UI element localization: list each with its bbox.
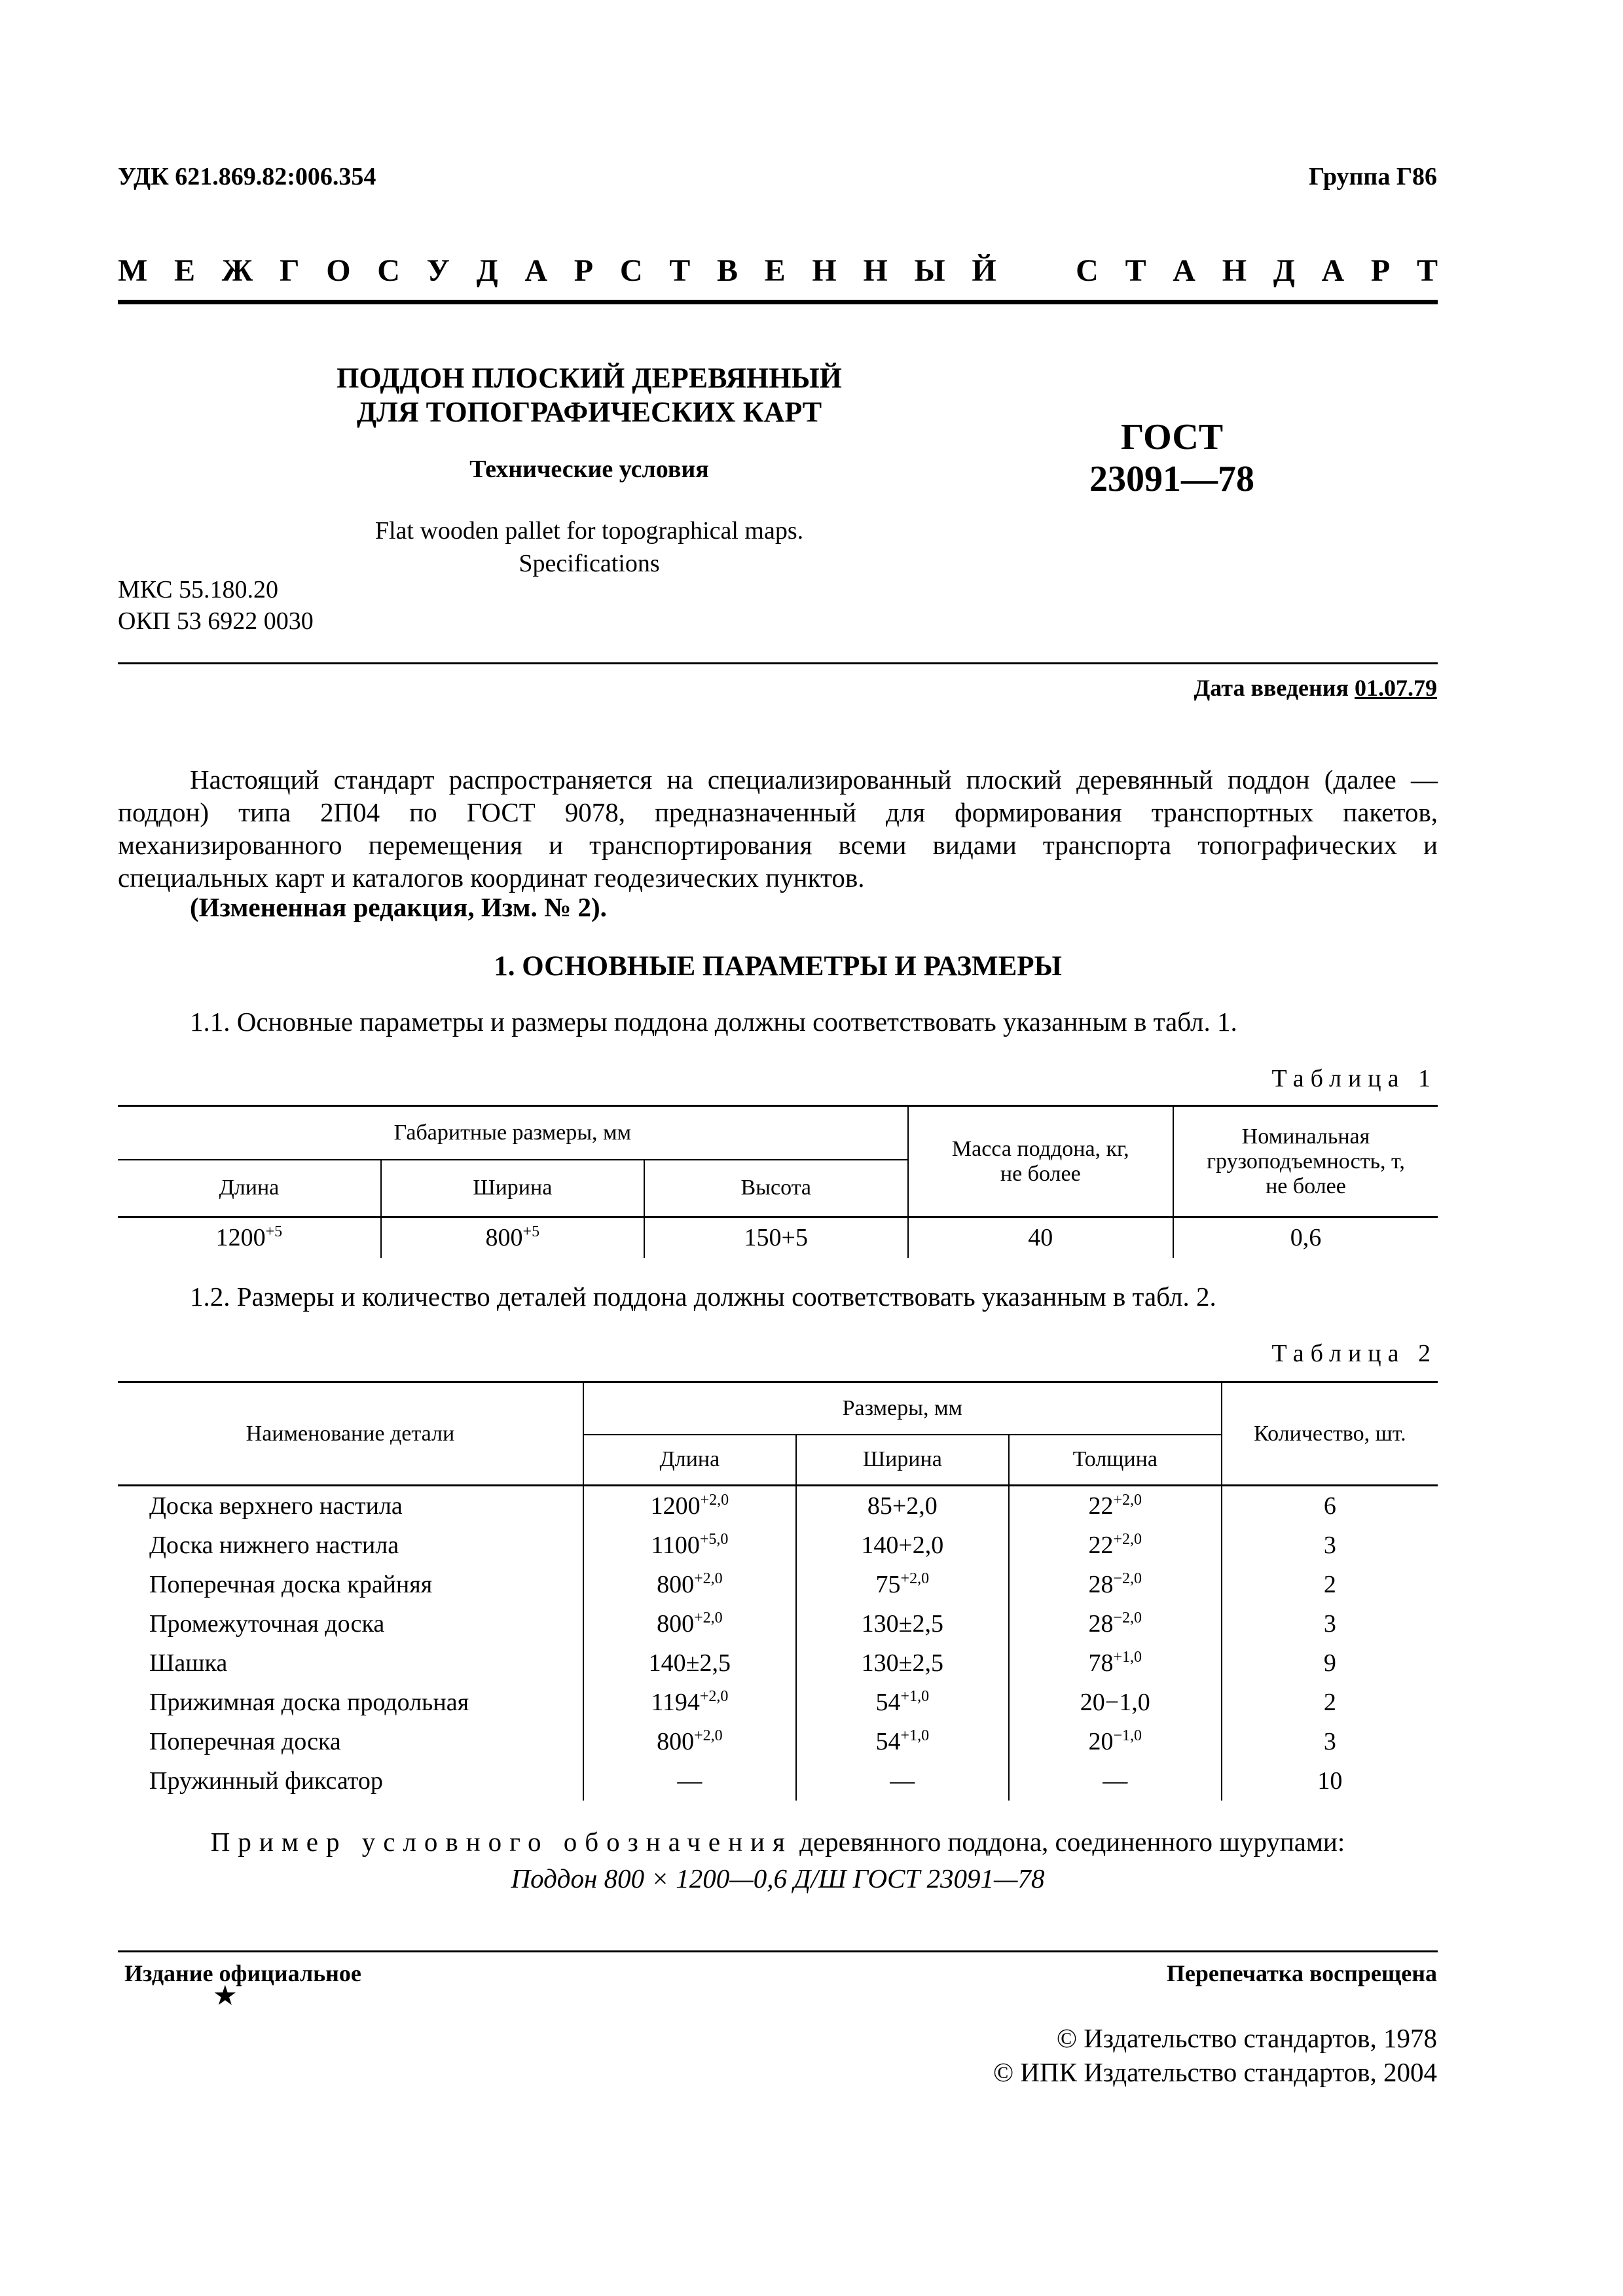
intro-paragraph	[118, 763, 1438, 894]
t2-length: 140±2,5	[583, 1643, 796, 1683]
t2-length: $1200^{+2,0}$	[583, 1486, 796, 1526]
t2-quantity: 3	[1222, 1526, 1438, 1565]
t2-part-name: Прижимная доска продольная	[118, 1683, 583, 1722]
banner-letter: О	[326, 253, 351, 288]
t1-header-length: Длина	[118, 1160, 381, 1217]
t1-width: $800^{+5}$	[381, 1217, 644, 1258]
interstate-standard-banner	[118, 253, 1438, 289]
banner-letter: Т	[1125, 253, 1146, 288]
t2-thickness: $22^{+2,0}$	[1009, 1486, 1222, 1526]
t1-header-mass: Масса поддона, кг, не более	[908, 1106, 1173, 1217]
t2-header-length: Длина	[583, 1435, 796, 1486]
t2-thickness: $22^{+2,0}$	[1009, 1526, 1222, 1565]
banner-letter: Е	[174, 253, 196, 288]
banner-letter: Т	[669, 253, 691, 288]
table-row	[118, 1643, 1438, 1683]
date-value: 01.07.79	[1355, 675, 1437, 701]
classification-codes	[118, 574, 314, 637]
example-label: Пример условного обозначения	[210, 1827, 793, 1857]
t2-length: $800^{+2,0}$	[583, 1565, 796, 1604]
copyright-1978: © Издательство стандартов, 1978	[1056, 2023, 1437, 2053]
t2-length: —	[583, 1761, 796, 1801]
banner-letter: А	[1321, 253, 1345, 288]
t2-width: $54^{+1,0}$	[796, 1722, 1009, 1761]
table-row	[118, 1604, 1438, 1643]
t2-part-name: Шашка	[118, 1643, 583, 1683]
t1-mass: 40	[908, 1217, 1173, 1258]
t2-thickness: $28^{-2,0}$	[1009, 1565, 1222, 1604]
t1-header-height: Высота	[644, 1160, 908, 1217]
table-row	[118, 1486, 1438, 1526]
t1-capacity: 0,6	[1173, 1217, 1438, 1258]
t2-width: 130±2,5	[796, 1643, 1009, 1683]
t1-height: 150+5	[644, 1217, 908, 1258]
table-2-caption: Таблица 2	[1271, 1340, 1437, 1367]
t2-thickness: $20^{-1,0}$	[1009, 1722, 1222, 1761]
table-row	[118, 1526, 1438, 1565]
banner-letter: Н	[1222, 253, 1247, 288]
t2-part-name: Доска нижнего настила	[118, 1526, 583, 1565]
banner-letter: У	[426, 253, 450, 288]
banner-letter: Д	[1273, 253, 1295, 288]
table-row	[118, 1565, 1438, 1604]
copyright-block	[993, 2021, 1437, 2089]
table-1-caption: Таблица 1	[1271, 1065, 1437, 1092]
table-1	[118, 1105, 1438, 1258]
banner-letter: С	[1076, 253, 1099, 288]
intro-text: Настоящий стандарт распространяется на специализированный плоский деревянный поддон (далее — поддон) типа 2П04 по ГОСТ 9078, предназначенный для формирования транспортных пакетов, механизированного перемещения и транспортирования всеми видами транспорта топографических и специальных карт и каталогов координат геодезических пунктов.	[118, 764, 1438, 893]
introduction-date	[1194, 674, 1438, 702]
banner-letter: А	[524, 253, 548, 288]
t1-length: $1200^{+5}$	[118, 1217, 381, 1258]
banner-letter: М	[118, 253, 148, 288]
t2-header-thickness: Толщина	[1009, 1435, 1222, 1486]
title-line-2: ДЛЯ ТОПОГРАФИЧЕСКИХ КАРТ	[356, 396, 822, 428]
t2-header-width: Ширина	[796, 1435, 1009, 1486]
title-line-1: ПОДДОН ПЛОСКИЙ ДЕРЕВЯННЫЙ	[337, 362, 842, 394]
t2-quantity: 10	[1222, 1761, 1438, 1801]
t2-width: $54^{+1,0}$	[796, 1683, 1009, 1722]
banner-letter: Н	[863, 253, 888, 288]
udk-code: УДК 621.869.82:006.354	[118, 163, 376, 190]
t2-part-name: Пружинный фиксатор	[118, 1761, 583, 1801]
t2-length: $800^{+2,0}$	[583, 1604, 796, 1643]
t2-header-qty: Количество, шт.	[1222, 1382, 1438, 1486]
group-code: Группа Г86	[1309, 163, 1437, 190]
t2-width: 130±2,5	[796, 1604, 1009, 1643]
english-title-line-2: Specifications	[519, 550, 660, 577]
t1-header-dims: Габаритные размеры, мм	[118, 1106, 908, 1160]
t2-length: $800^{+2,0}$	[583, 1722, 796, 1761]
banner-letter: Е	[764, 253, 786, 288]
designation-sample: Поддон 800 × 1200—0,6 Д/Ш ГОСТ 23091—78	[511, 1863, 1045, 1893]
t2-width: 140+2,0	[796, 1526, 1009, 1565]
table-row	[118, 1761, 1438, 1801]
table-row	[118, 1683, 1438, 1722]
clause-1-2: 1.2. Размеры и количество деталей поддона должны соответствовать указанным в табл. 2.	[190, 1282, 1216, 1312]
english-title-line-1: Flat wooden pallet for topographical maps.	[374, 517, 804, 545]
copyright-2004: © ИПК Издательство стандартов, 2004	[993, 2057, 1437, 2087]
t2-quantity: 3	[1222, 1604, 1438, 1643]
banner-letter: Г	[279, 253, 300, 288]
reprint-prohibited: Перепечатка воспрещена	[1166, 1960, 1437, 1986]
banner-letter: С	[377, 253, 400, 288]
clause-1-1: 1.1. Основные параметры и размеры поддона должны соответствовать указанным в табл. 1.	[190, 1007, 1237, 1037]
official-edition: Издание официальное	[124, 1960, 361, 1986]
t1-header-width: Ширина	[381, 1160, 644, 1217]
gost-number	[1021, 416, 1322, 500]
banner-letter: Ы	[914, 253, 945, 288]
date-label: Дата введения	[1194, 675, 1349, 701]
banner-letter: Д	[476, 253, 498, 288]
t2-length: $1194^{+2,0}$	[583, 1683, 796, 1722]
t2-thickness: $78^{+1,0}$	[1009, 1643, 1222, 1683]
table-row	[118, 1722, 1438, 1761]
amendment-note: (Измененная редакция, Изм. № 2).	[190, 892, 607, 922]
t1-header-capacity: Номинальная грузоподъемность, т, не более	[1173, 1106, 1438, 1217]
banner-letter: Н	[812, 253, 837, 288]
gost-label: ГОСТ	[1120, 417, 1224, 457]
t2-width: 85+2,0	[796, 1486, 1009, 1526]
document-title	[262, 361, 917, 429]
t2-quantity: 2	[1222, 1683, 1438, 1722]
english-title	[262, 514, 917, 580]
mks-code: МКС 55.180.20	[118, 576, 279, 603]
t2-part-name: Поперечная доска крайняя	[118, 1565, 583, 1604]
title-rule	[118, 662, 1438, 664]
banner-letter: А	[1173, 253, 1195, 288]
table-2	[118, 1381, 1438, 1801]
section-heading: 1. ОСНОВНЫЕ ПАРАМЕТРЫ И РАЗМЕРЫ	[494, 951, 1062, 982]
t2-width: —	[796, 1761, 1009, 1801]
banner-letter: Ж	[221, 253, 253, 288]
t2-thickness: 20−1,0	[1009, 1683, 1222, 1722]
t2-length: $1100^{+5,0}$	[583, 1526, 796, 1565]
banner-letter: Р	[574, 253, 594, 288]
banner-letter: В	[716, 253, 738, 288]
t2-quantity: 6	[1222, 1486, 1438, 1526]
gost-designation: 23091—78	[1089, 459, 1254, 499]
banner-letter: Р	[1370, 253, 1391, 288]
example-text: деревянного поддона, соединенного шурупами:	[799, 1827, 1345, 1857]
t2-quantity: 2	[1222, 1565, 1438, 1604]
t2-header-dims: Размеры, мм	[583, 1382, 1222, 1435]
designation-example	[118, 1826, 1438, 1857]
okp-code: ОКП 53 6922 0030	[118, 607, 314, 635]
banner-letter: Т	[1416, 253, 1438, 288]
star-icon: ★	[213, 1981, 238, 2011]
t2-quantity: 3	[1222, 1722, 1438, 1761]
t2-part-name: Промежуточная доска	[118, 1604, 583, 1643]
t2-width: $75^{+2,0}$	[796, 1565, 1009, 1604]
banner-letter: Й	[972, 253, 996, 288]
t2-part-name: Поперечная доска	[118, 1722, 583, 1761]
t2-part-name: Доска верхнего настила	[118, 1486, 583, 1526]
banner-letter: С	[619, 253, 643, 288]
banner-letter	[1023, 253, 1049, 289]
t2-quantity: 9	[1222, 1643, 1438, 1683]
t2-thickness: $28^{-2,0}$	[1009, 1604, 1222, 1643]
header-rule	[118, 300, 1438, 304]
t2-thickness: —	[1009, 1761, 1222, 1801]
document-subtitle: Технические условия	[469, 456, 709, 483]
t2-header-name: Наименование детали	[118, 1382, 583, 1486]
footer-rule	[118, 1950, 1438, 1952]
